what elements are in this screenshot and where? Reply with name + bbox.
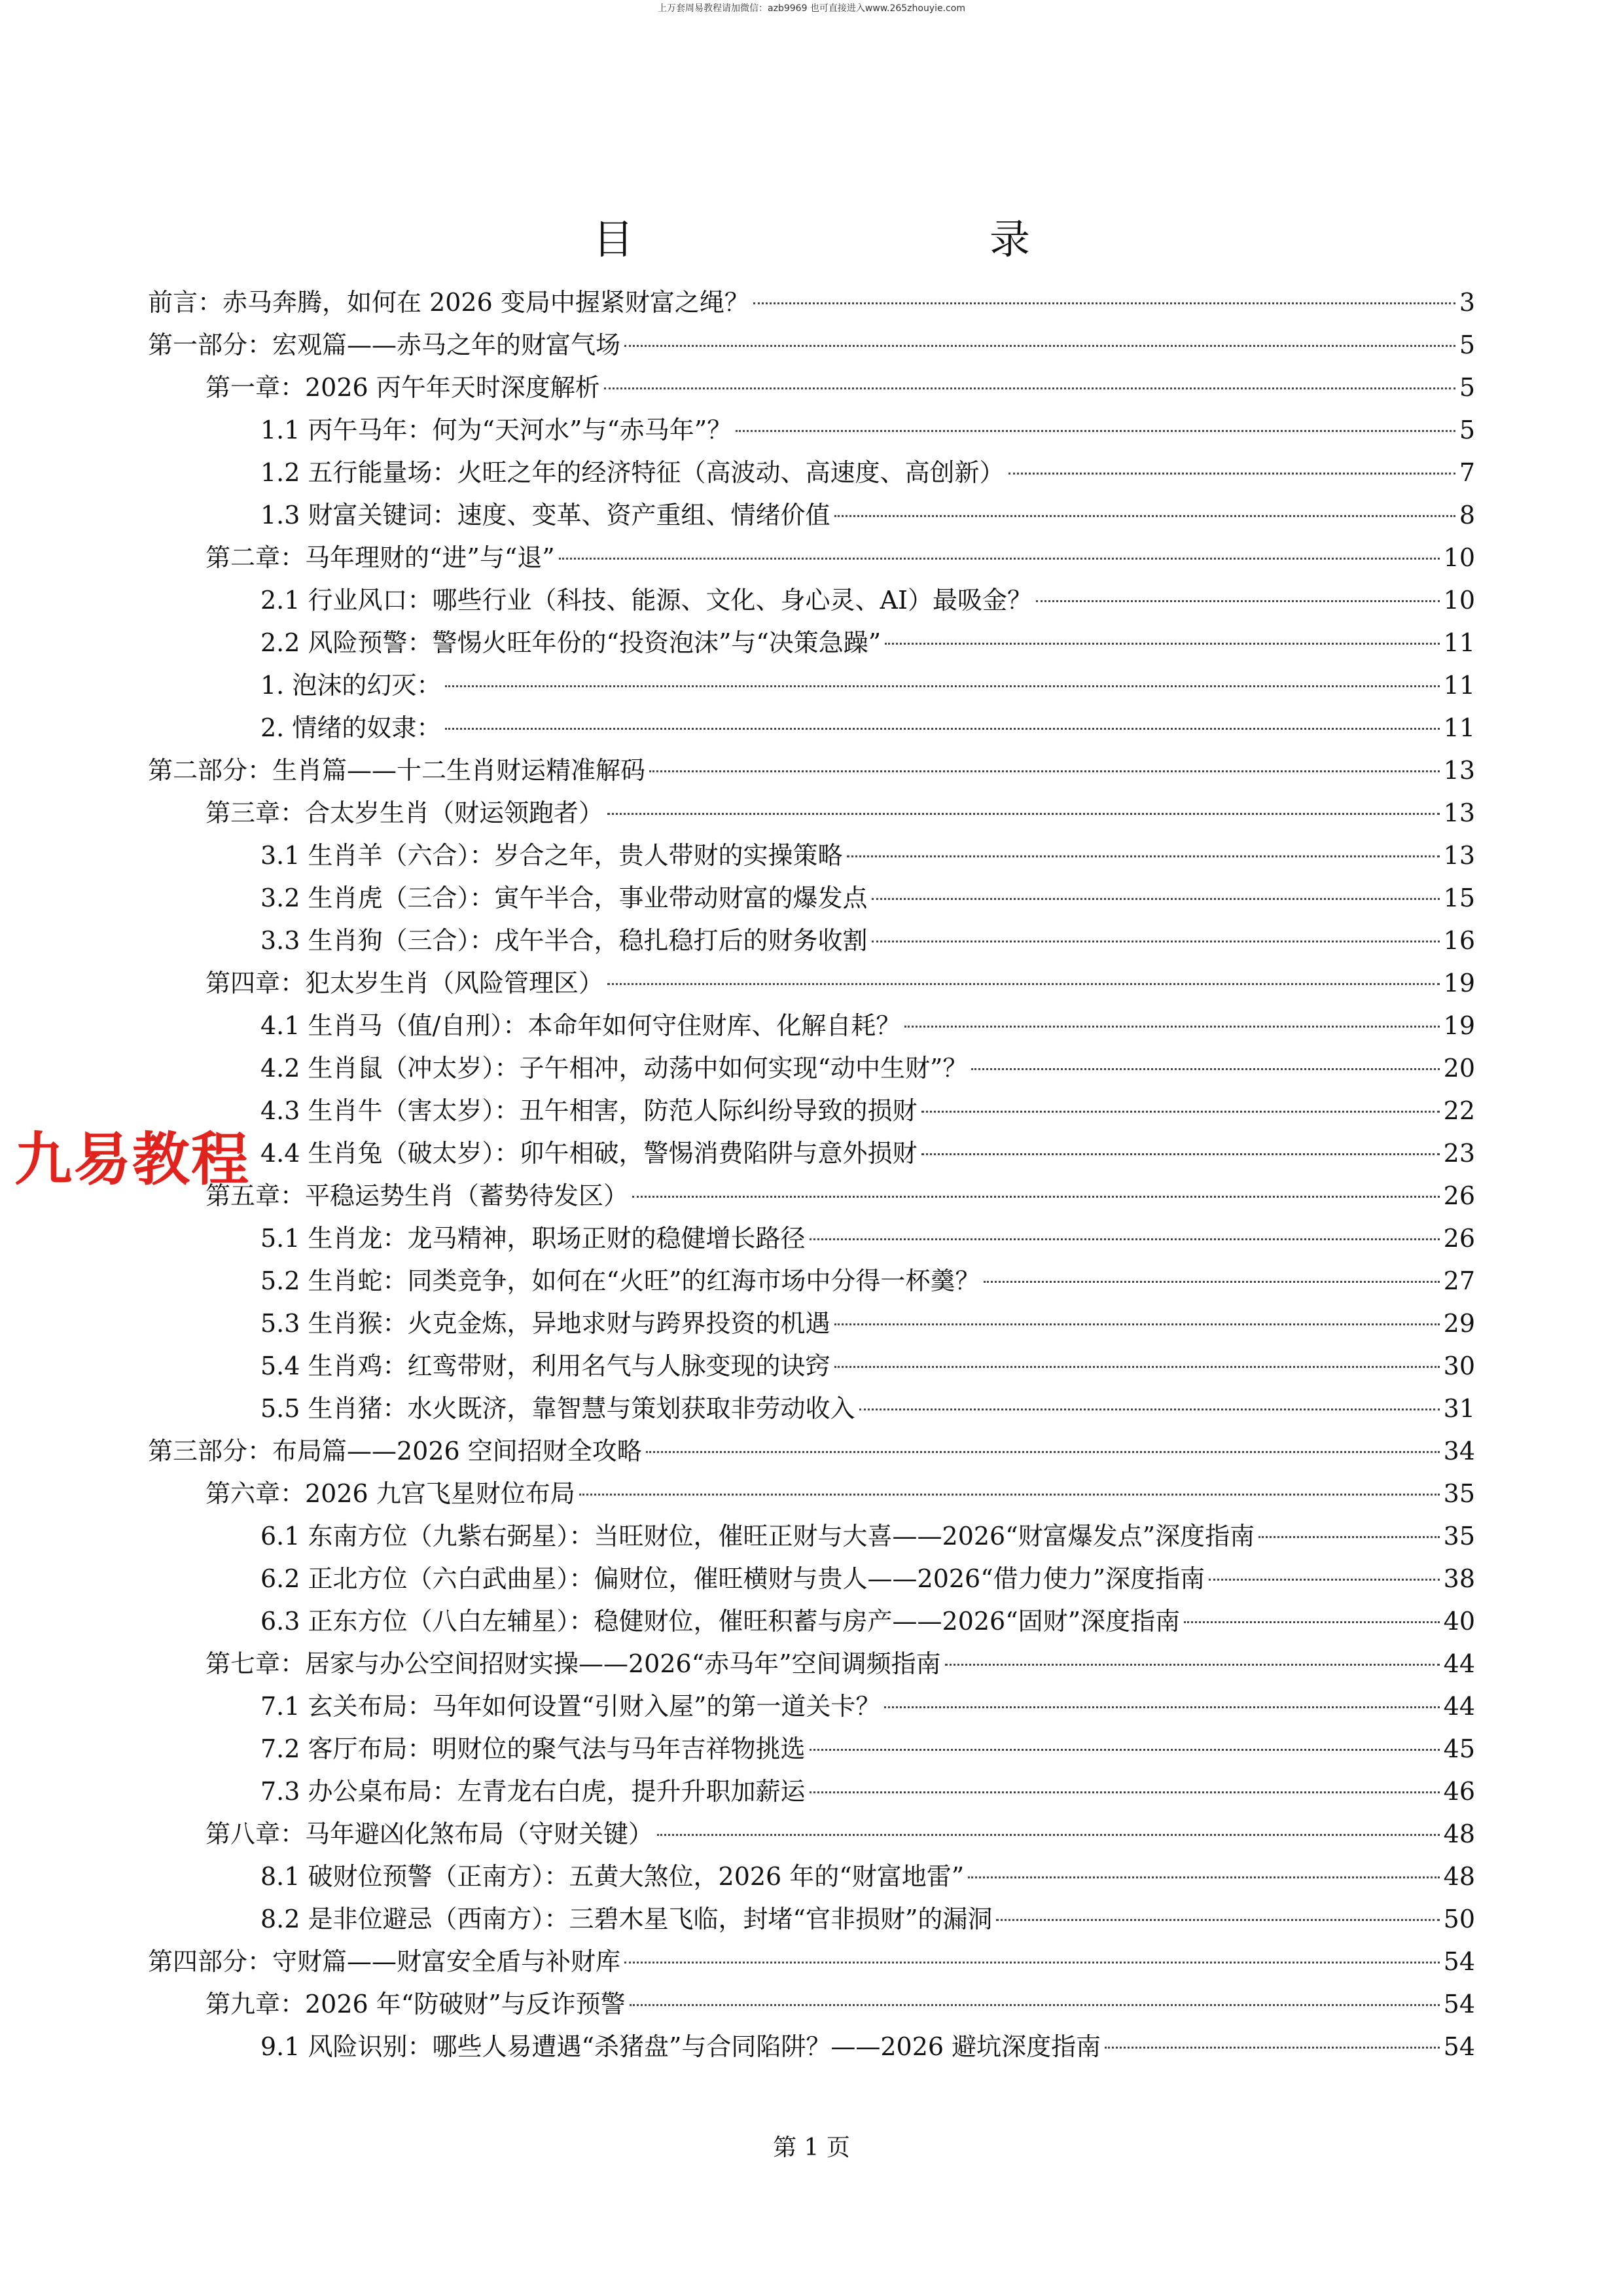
toc-dot-leader xyxy=(834,1323,1440,1325)
toc-entry-page: 5 xyxy=(1459,331,1475,359)
toc-entry[interactable] xyxy=(148,1473,1475,1515)
toc-dot-leader xyxy=(607,813,1440,815)
toc-entry[interactable] xyxy=(148,664,1475,707)
toc-dot-leader xyxy=(810,1749,1440,1751)
toc-entry-label: 5.2 生肖蛇：同类竞争，如何在“火旺”的红海市场中分得一杯羹？ xyxy=(260,1266,980,1295)
toc-entry-label: 第一部分：宏观篇——赤马之年的财富气场 xyxy=(148,331,621,359)
toc-dot-leader xyxy=(872,898,1440,900)
toc-entry-page: 44 xyxy=(1443,1649,1475,1678)
toc-entry-label: 第三章：合太岁生肖（财运领跑者） xyxy=(205,798,604,827)
toc-entry[interactable] xyxy=(148,452,1475,494)
toc-entry-label: 4.3 生肖牛（害太岁）：丑午相害，防范人际纠纷导致的损财 xyxy=(260,1096,918,1125)
toc-dot-leader xyxy=(630,2004,1440,2006)
toc-dot-leader xyxy=(607,983,1440,985)
toc-entry-page: 3 xyxy=(1459,288,1475,317)
toc-entry-page: 13 xyxy=(1443,756,1475,785)
toc-entry[interactable] xyxy=(148,367,1475,409)
toc-entry-page: 7 xyxy=(1459,458,1475,487)
toc-entry-label: 5.4 生肖鸡：红鸾带财，利用名气与人脉变现的诀窍 xyxy=(260,1352,830,1380)
toc-dot-leader xyxy=(921,1111,1440,1113)
toc-entry-page: 19 xyxy=(1443,1011,1475,1040)
toc-entry-page: 19 xyxy=(1443,969,1475,997)
toc-entry-page: 15 xyxy=(1443,884,1475,912)
toc-dot-leader xyxy=(646,1451,1440,1453)
toc-entry-page: 11 xyxy=(1443,671,1475,700)
toc-dot-leader xyxy=(904,1026,1439,1028)
watermark-logo: 九易教程 xyxy=(14,1126,251,1193)
toc-entry-page: 35 xyxy=(1443,1479,1475,1508)
toc-dot-leader xyxy=(834,1366,1440,1368)
toc-entry-page: 54 xyxy=(1443,1990,1475,2018)
toc-entry-page: 50 xyxy=(1443,1905,1475,1933)
toc-dot-leader xyxy=(834,515,1455,517)
toc-entry-label: 5.3 生肖猴：火克金炼，异地求财与跨界投资的机遇 xyxy=(260,1309,830,1338)
page-number: 第 1 页 xyxy=(773,2134,850,2161)
toc-entry[interactable] xyxy=(148,834,1475,877)
toc-entry-page: 10 xyxy=(1443,543,1475,572)
toc-entry[interactable] xyxy=(148,1941,1475,1983)
toc-entry-page: 11 xyxy=(1443,628,1475,657)
toc-entry[interactable] xyxy=(148,1685,1475,1728)
toc-entry[interactable] xyxy=(148,1388,1475,1430)
toc-dot-leader xyxy=(604,387,1455,389)
toc-entry-page: 11 xyxy=(1443,713,1475,742)
toc-entry[interactable] xyxy=(148,1728,1475,1770)
header-note: 上万套周易教程请加微信：azb9969 也可直接进入www.265zhouyie.com xyxy=(658,3,965,14)
toc-entry[interactable] xyxy=(148,1813,1475,1856)
toc-entry[interactable] xyxy=(148,1770,1475,1813)
toc-entry[interactable] xyxy=(148,409,1475,452)
toc-dot-leader xyxy=(1008,473,1455,475)
toc-entry-page: 26 xyxy=(1443,1224,1475,1253)
toc-entry-label: 4.1 生肖马（值/自刑）：本命年如何守住财库、化解自耗？ xyxy=(260,1011,901,1040)
toc-entry-label: 6.1 东南方位（九紫右弼星）：当旺财位，催旺正财与大喜——2026“财富爆发点”深度指南 xyxy=(260,1522,1255,1551)
toc-entry-page: 5 xyxy=(1459,373,1475,402)
toc-entry-page: 16 xyxy=(1443,926,1475,955)
toc-dot-leader xyxy=(657,1834,1440,1836)
toc-entry-page: 44 xyxy=(1443,1692,1475,1721)
toc-entry-page: 40 xyxy=(1443,1607,1475,1636)
toc-entry[interactable] xyxy=(148,1175,1475,1217)
toc-dot-leader xyxy=(884,1706,1439,1708)
toc-entry[interactable] xyxy=(148,1047,1475,1090)
toc-entry-label: 5.5 生肖猪：水火既济，靠智慧与策划获取非劳动收入 xyxy=(260,1394,855,1423)
toc-entry-page: 54 xyxy=(1443,2032,1475,2061)
toc-entry[interactable] xyxy=(148,1430,1475,1473)
toc-entry-label: 2.1 行业风口：哪些行业（科技、能源、文化、身心灵、AI）最吸金？ xyxy=(260,586,1032,615)
toc-entry[interactable] xyxy=(148,1302,1475,1345)
toc-dot-leader xyxy=(1184,1621,1440,1623)
toc-entry[interactable] xyxy=(148,1090,1475,1132)
toc-entry-label: 第四部分：守财篇——财富安全盾与补财库 xyxy=(148,1947,621,1976)
page-title: 目 录 xyxy=(592,215,1122,263)
toc-dot-leader xyxy=(1209,1579,1440,1581)
toc-entry-label: 前言：赤马奔腾，如何在 2026 变局中握紧财富之绳？ xyxy=(148,288,749,317)
toc-dot-leader xyxy=(632,1196,1440,1198)
toc-entry[interactable] xyxy=(148,962,1475,1005)
toc-entry[interactable] xyxy=(148,579,1475,622)
toc-entry-label: 4.2 生肖鼠（冲太岁）：子午相冲，动荡中如何实现“动中生财”？ xyxy=(260,1054,968,1083)
toc-dot-leader xyxy=(1036,600,1440,602)
toc-dot-leader xyxy=(921,1153,1440,1155)
toc-entry-label: 3.3 生肖狗（三合）：戌午半合，稳扎稳打后的财务收割 xyxy=(260,926,868,955)
toc-entry[interactable] xyxy=(148,622,1475,664)
toc-entry[interactable] xyxy=(148,1260,1475,1302)
toc-entry[interactable] xyxy=(148,1345,1475,1388)
toc-entry-label: 7.3 办公桌布局：左青龙右白虎，提升升职加薪运 xyxy=(260,1777,806,1806)
toc-entry-page: 46 xyxy=(1443,1777,1475,1806)
toc-entry-label: 8.2 是非位避忌（西南方）：三碧木星飞临，封堵“官非损财”的漏洞 xyxy=(260,1905,993,1933)
toc-dot-leader xyxy=(649,770,1440,772)
toc-dot-leader xyxy=(810,1238,1440,1240)
toc-entry[interactable] xyxy=(148,1643,1475,1685)
toc-entry-label: 第九章：2026 年“防破财”与反诈预警 xyxy=(205,1990,626,2018)
toc-entry[interactable] xyxy=(148,2026,1475,2068)
toc-entry[interactable] xyxy=(148,1005,1475,1047)
toc-entry-page: 31 xyxy=(1443,1394,1475,1423)
toc-entry[interactable] xyxy=(148,324,1475,367)
toc-entry[interactable] xyxy=(148,1856,1475,1898)
toc-entry-label: 6.2 正北方位（六白武曲星）：偏财位，催旺横财与贵人——2026“借力使力”深度指南 xyxy=(260,1564,1205,1593)
toc-entry[interactable] xyxy=(148,1898,1475,1941)
toc-dot-leader xyxy=(810,1791,1440,1793)
toc-entry[interactable] xyxy=(148,792,1475,834)
toc-entry-label: 2.2 风险预警：警惕火旺年份的“投资泡沫”与“决策急躁” xyxy=(260,628,882,657)
toc-entry-label: 3.1 生肖羊（六合）：岁合之年，贵人带财的实操策略 xyxy=(260,841,843,870)
toc-dot-leader xyxy=(885,643,1439,645)
toc-dot-leader xyxy=(736,430,1455,432)
toc-entry-label: 3.2 生肖虎（三合）：寅午半合，事业带动财富的爆发点 xyxy=(260,884,868,912)
toc-entry-page: 20 xyxy=(1443,1054,1475,1083)
toc-entry-page: 26 xyxy=(1443,1181,1475,1210)
toc-entry[interactable] xyxy=(148,494,1475,537)
toc-entry-page: 13 xyxy=(1443,841,1475,870)
toc-entry[interactable] xyxy=(148,1558,1475,1600)
toc-entry-label: 1.3 财富关键词：速度、变革、资产重组、情绪价值 xyxy=(260,501,830,529)
toc-entry-page: 48 xyxy=(1443,1862,1475,1891)
toc-dot-leader xyxy=(847,855,1440,857)
toc-entry-label: 7.2 客厅布局：明财位的聚气法与马年吉祥物挑选 xyxy=(260,1734,806,1763)
toc-entry-label: 第四章：犯太岁生肖（风险管理区） xyxy=(205,969,604,997)
toc-entry-label: 第六章：2026 九宫飞星财位布局 xyxy=(205,1479,575,1508)
toc-entry[interactable] xyxy=(148,1983,1475,2026)
toc-entry-page: 10 xyxy=(1443,586,1475,615)
toc-entry-page: 30 xyxy=(1443,1352,1475,1380)
toc-entry-page: 54 xyxy=(1443,1947,1475,1976)
toc-entry[interactable] xyxy=(148,1217,1475,1260)
toc-entry-label: 第一章：2026 丙午年天时深度解析 xyxy=(205,373,600,402)
toc-entry-label: 9.1 风险识别：哪些人易遭遇“杀猪盘”与合同陷阱？——2026 避坑深度指南 xyxy=(260,2032,1101,2061)
toc-dot-leader xyxy=(624,1962,1440,1964)
toc-dot-leader xyxy=(579,1494,1440,1496)
toc-entry-label: 7.1 玄关布局：马年如何设置“引财入屋”的第一道关卡？ xyxy=(260,1692,881,1721)
toc-dot-leader xyxy=(624,345,1455,347)
toc-entry[interactable] xyxy=(148,920,1475,962)
toc-entry[interactable] xyxy=(148,877,1475,920)
toc-entry[interactable] xyxy=(148,707,1475,749)
toc-dot-leader xyxy=(445,728,1439,730)
toc-entry-label: 1.2 五行能量场：火旺之年的经济特征（高波动、高速度、高创新） xyxy=(260,458,1005,487)
toc-dot-leader xyxy=(859,1408,1440,1410)
toc-entry-page: 22 xyxy=(1443,1096,1475,1125)
toc-entry-label: 第五章：平稳运势生肖（蓄势待发区） xyxy=(205,1181,629,1210)
toc-dot-leader xyxy=(1105,2047,1439,2049)
toc-entry-label: 4.4 生肖兔（破太岁）：卯午相破，警惕消费陷阱与意外损财 xyxy=(260,1139,918,1168)
toc-dot-leader xyxy=(872,941,1440,942)
toc-entry-page: 5 xyxy=(1459,416,1475,444)
toc-dot-leader xyxy=(971,1068,1439,1070)
toc-entry-page: 35 xyxy=(1443,1522,1475,1551)
toc-entry-label: 第八章：马年避凶化煞布局（守财关键） xyxy=(205,1820,654,1848)
toc-entry-label: 2. 情绪的奴隶： xyxy=(260,713,442,742)
toc-entry-page: 29 xyxy=(1443,1309,1475,1338)
toc-dot-leader xyxy=(968,1876,1439,1878)
toc-entry[interactable] xyxy=(148,1600,1475,1643)
toc-entry-label: 1.1 丙午马年：何为“天河水”与“赤马年”？ xyxy=(260,416,732,444)
toc-entry-label: 1. 泡沫的幻灭： xyxy=(260,671,442,700)
toc-entry-label: 第二章：马年理财的“进”与“退” xyxy=(205,543,555,572)
toc-entry-label: 5.1 生肖龙：龙马精神，职场正财的稳健增长路径 xyxy=(260,1224,806,1253)
toc-entry-label: 第七章：居家与办公空间招财实操——2026“赤马年”空间调频指南 xyxy=(205,1649,941,1678)
toc-entry-label: 8.1 破财位预警（正南方）：五黄大煞位，2026 年的“财富地雷” xyxy=(260,1862,965,1891)
toc-entry-label: 第二部分：生肖篇——十二生肖财运精准解码 xyxy=(148,756,646,785)
toc-dot-leader xyxy=(559,558,1440,560)
toc-entry-page: 34 xyxy=(1443,1437,1475,1465)
toc-entry-page: 23 xyxy=(1443,1139,1475,1168)
toc-entry[interactable] xyxy=(148,1515,1475,1558)
toc-entry-page: 48 xyxy=(1443,1820,1475,1848)
toc-dot-leader xyxy=(753,302,1455,304)
toc-entry-page: 8 xyxy=(1459,501,1475,529)
toc-entry[interactable] xyxy=(148,537,1475,579)
toc-entry-label: 第三部分：布局篇——2026 空间招财全攻略 xyxy=(148,1437,642,1465)
toc-entry[interactable] xyxy=(148,749,1475,792)
table-of-contents xyxy=(148,281,1475,2068)
toc-entry-page: 38 xyxy=(1443,1564,1475,1593)
toc-dot-leader xyxy=(1258,1536,1440,1538)
toc-entry[interactable] xyxy=(148,281,1475,324)
toc-entry[interactable] xyxy=(148,1132,1475,1175)
toc-dot-leader xyxy=(445,685,1439,687)
toc-dot-leader xyxy=(945,1664,1440,1666)
toc-dot-leader xyxy=(996,1919,1439,1921)
toc-entry-page: 27 xyxy=(1443,1266,1475,1295)
toc-entry-page: 45 xyxy=(1443,1734,1475,1763)
toc-dot-leader xyxy=(984,1281,1439,1283)
toc-entry-label: 6.3 正东方位（八白左辅星）：稳健财位，催旺积蓄与房产——2026“固财”深度指南 xyxy=(260,1607,1181,1636)
toc-entry-page: 13 xyxy=(1443,798,1475,827)
